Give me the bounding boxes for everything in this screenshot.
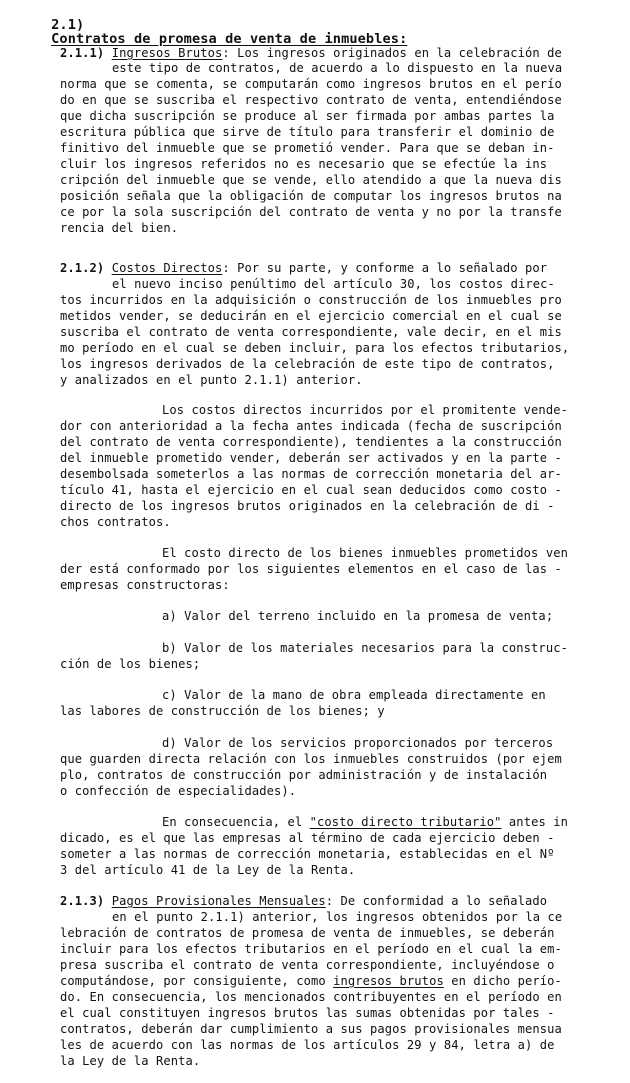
s213-heading: Pagos Provisionales Mensuales (111, 894, 326, 908)
s212-line: mo período en el cual se deben incluir, para los efectos tributarios, (60, 341, 570, 355)
s212-number: 2.1.2) (60, 261, 105, 275)
section-title-text: Contratos de promesa de venta de inmuebles: (51, 31, 408, 47)
consecuencia-line: someter a las normas de corrección monetaria, establecidas en el Nº (60, 847, 555, 861)
s212-heading: Costos Directos (111, 261, 223, 275)
s211-line: : Los ingresos originados en la celebración de (222, 46, 562, 60)
costos-line: del contrato de venta correspondiente), tendientes a la construcción (60, 435, 562, 449)
consecuencia-line: 3 del artículo 41 de la Ley de la Renta. (60, 863, 356, 877)
s211-line: norma que se comenta, se computarán como ingresos brutos en el perío (60, 77, 562, 91)
s211-heading: Ingresos Brutos (111, 46, 223, 60)
s213-line: en el punto 2.1.1) anterior, los ingresos obtenidos por la ce (112, 910, 563, 924)
consecuencia-lead: En consecuencia, el (162, 815, 310, 829)
s213-line (60, 974, 562, 988)
section-number: 2.1) (51, 17, 85, 33)
s213-number: 2.1.3) (60, 894, 105, 908)
s213-line: la Ley de la Renta. (60, 1054, 201, 1068)
costos-line: directo de los ingresos brutos originados en la celebración de di - (60, 499, 555, 513)
s211-line: cluir los ingresos referidos no es necesario que se efectúe la ins (60, 157, 548, 171)
item-c: c) Valor de la mano de obra empleada directamente en (162, 688, 546, 702)
s213-line: do. En consecuencia, los mencionados contribuyentes en el período en (60, 990, 562, 1004)
s211-line: finitivo del inmueble que se prometió vender. Para que se deban in- (60, 141, 555, 155)
costo-directo-tributario: "costo directo tributario" (309, 815, 502, 829)
costos-line: dor con anterioridad a la fecha antes indicada (fecha de suscripción (60, 419, 562, 433)
s211-line: rencia del bien. (60, 221, 179, 235)
s213-line: presa suscriba el contrato de venta correspondiente, incluyéndose o (60, 958, 555, 972)
costo-directo-line: der está conformado por los siguientes elementos en el caso de las - (60, 562, 562, 576)
costos-line: Los costos directos incurridos por el promitente vende- (162, 403, 568, 417)
s213-first-line (60, 894, 547, 908)
s213-line: contratos, deberán dar cumplimiento a sus pagos provisionales mensua (60, 1022, 562, 1036)
costos-line: chos contratos. (60, 515, 171, 529)
costos-line: desembolsada someterlos a las normas de corrección monetaria del ar- (60, 467, 562, 481)
item-d-cont: o confección de especialidades). (60, 784, 297, 798)
s211-line: este tipo de contratos, de acuerdo a lo dispuesto en la nueva (112, 61, 563, 75)
costos-line: tículo 41, hasta el ejercicio en el cual sean deducidos como costo - (60, 483, 562, 497)
s211-line: posición señala que la obligación de computar los ingresos brutos na (60, 189, 562, 203)
s212-line: metidos vender, se deducirán en el ejercicio comercial en el cual se (60, 309, 562, 323)
costo-directo-line: empresas constructoras: (60, 578, 230, 592)
s213-line: lebración de contratos de promesa de venta de inmuebles, se deberán (60, 926, 555, 940)
s211-line: cripción del inmueble que se vende, ello atendido a que la nueva dis (60, 173, 562, 187)
s212-line: tos incurridos en la adquisición o construcción de los inmuebles pro (60, 293, 562, 307)
s211-line: escritura pública que sirve de título para transferir el dominio de (60, 125, 555, 139)
item-b: b) Valor de los materiales necesarios para la construc- (162, 641, 568, 655)
s213-line: : De conformidad a lo señalado (325, 894, 548, 908)
s211-first-line (60, 46, 562, 60)
consecuencia-first-line (162, 815, 568, 829)
costos-line: del inmueble prometido vender, deberán ser activados y en la parte - (60, 451, 562, 465)
costo-directo-line: El costo directo de los bienes inmuebles prometidos ven (162, 546, 568, 560)
s212-line: : Por su parte, y conforme a lo señalado por (222, 261, 548, 275)
s213-line-part: en dicho perío- (443, 974, 562, 988)
item-a: a) Valor del terreno incluido en la promesa de venta; (162, 609, 554, 623)
s212-line: y analizados en el punto 2.1.1) anterior. (60, 373, 363, 387)
s211-line: do en que se suscriba el respectivo contrato de venta, entendiéndose (60, 93, 562, 107)
s212-first-line (60, 261, 547, 275)
item-d: d) Valor de los servicios proporcionados por terceros (162, 736, 554, 750)
s211-line: que dicha suscripción se produce al ser firmada por ambas partes la (60, 109, 555, 123)
consecuencia-tail: antes in (501, 815, 568, 829)
item-d-cont: plo, contratos de construcción por administración y de instalación (60, 768, 548, 782)
s213-line: incluir para los efectos tributarios en el período en el cual la em- (60, 942, 562, 956)
s213-line: les de acuerdo con las normas de los artículos 29 y 84, letra a) de (60, 1038, 555, 1052)
s213-line: el cual constituyen ingresos brutos las sumas obtenidas por tales - (60, 1006, 555, 1020)
s211-line: ce por la sola suscripción del contrato de venta y no por la transfe (60, 205, 562, 219)
s212-line: los ingresos derivados de la celebración de este tipo de contratos, (60, 357, 555, 371)
s211-number: 2.1.1) (60, 46, 105, 60)
consecuencia-line: dicado, es el que las empresas al término de cada ejercicio deben - (60, 831, 555, 845)
item-b-cont: ción de los bienes; (60, 657, 201, 671)
s213-line-part: computándose, por consiguiente, como (60, 974, 334, 988)
item-d-cont: que guarden directa relación con los inmuebles construidos (por ejem (60, 752, 562, 766)
s212-line: suscriba el contrato de venta correspondiente, vale decir, en el mis (60, 325, 562, 339)
item-c-cont: las labores de construcción de los bienes; y (60, 704, 385, 718)
s212-line: el nuevo inciso penúltimo del artículo 30, los costos direc- (112, 277, 555, 291)
ingresos-brutos-underlined: ingresos brutos (333, 974, 444, 988)
